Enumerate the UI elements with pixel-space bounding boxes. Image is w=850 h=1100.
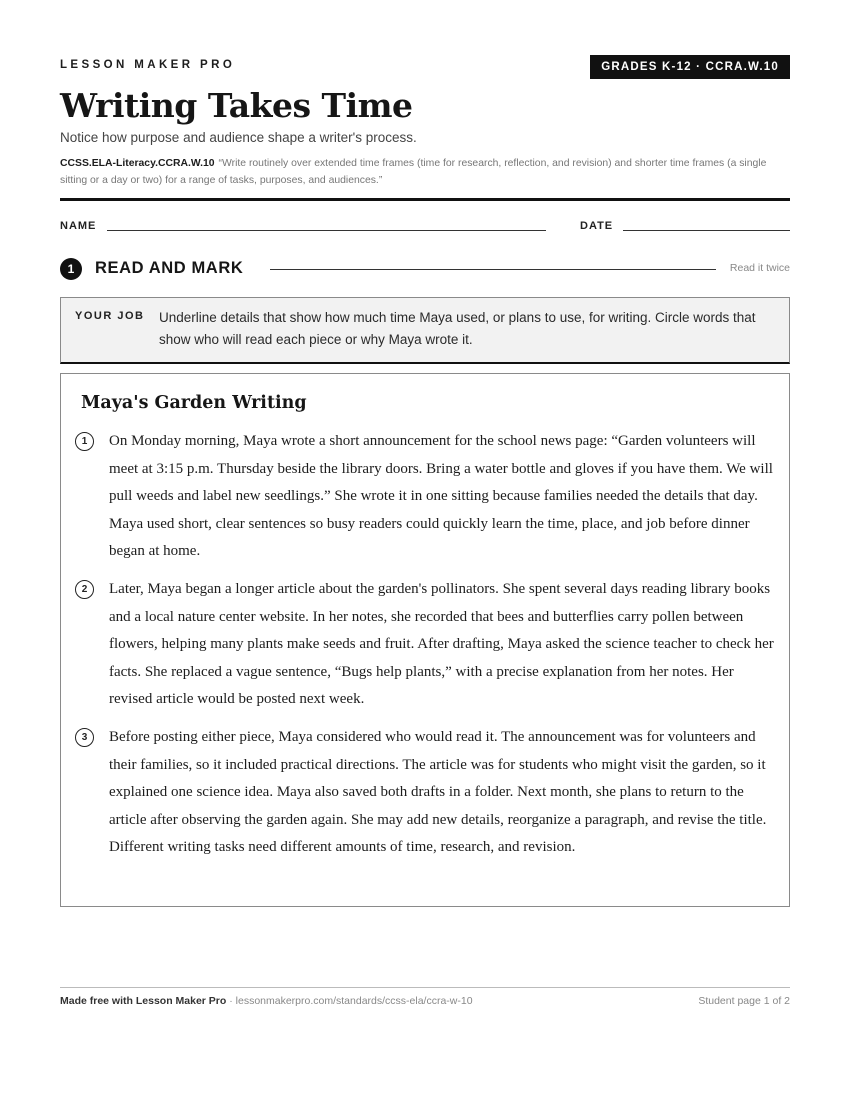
date-write-line[interactable] (623, 230, 790, 231)
paragraph-number-badge: 1 (75, 432, 94, 451)
grade-standard-badge: GRADES K-12 · CCRA.W.10 (590, 55, 790, 79)
footer-made-with: Made free with Lesson Maker Pro (60, 995, 227, 1007)
standard-description (60, 155, 790, 189)
step-number-badge: 1 (60, 258, 82, 280)
section-divider (270, 269, 716, 270)
brand-name: LESSON MAKER PRO (60, 59, 236, 71)
your-job-label: YOUR JOB (75, 310, 145, 322)
reading-passage (60, 373, 790, 907)
name-date-row (60, 220, 790, 236)
section-title: READ AND MARK (95, 259, 244, 277)
paragraph-text: On Monday morning, Maya wrote a short announcement for the school news page: “Garden volunteers will meet at 3:15 p.m. Thursday beside the library doors. Bring a water bottle and gloves if you have them. We will pull weeds and label new seedlings.” She wrote it in one sitting because families needed the details that day. Maya used short, clear sentences so busy readers could quickly learn the time, place, and job before dinner began at home. (109, 433, 773, 560)
top-bar (60, 55, 790, 79)
paragraph-number-badge: 3 (75, 728, 94, 747)
date-label: DATE (580, 220, 614, 232)
name-write-line[interactable] (107, 230, 546, 231)
passage-title: Maya's Garden Writing (81, 393, 307, 413)
footer-divider (60, 987, 790, 988)
standard-code: CCSS.ELA-Literacy.CCRA.W.10 (60, 158, 215, 169)
footer-page-number: Student page 1 of 2 (698, 995, 790, 1007)
standard-quote: “Write routinely over extended time frames (time for research, reflection, and revision) and shorter time frames (a single sitting or a day or two) for a range of tasks, purposes, and audiences.” (60, 158, 767, 186)
paragraph-text: Later, Maya began a longer article about the garden's pollinators. She spent several days reading library books and a local nature center website. In her notes, she recorded that bees and butterflies carry pollen between flowers, helping many plants make seeds and fruit. After drafting, Maya asked the science teacher to check her facts. She replaced a vague sentence, “Bugs help plants,” with a precise explanation from her notes. Her revised article would be posted next week. (109, 581, 774, 708)
section-note: Read it twice (729, 262, 790, 274)
paragraph-text: Before posting either piece, Maya considered who would read it. The announcement was for volunteers and their families, so it included practical directions. The article was for students who might visit the garden, so it explained one science idea. Maya also saved both drafts in a folder. Next month, she plans to return to the article after observing the garden again. She may add new details, reorganize a paragraph, and revise the title. Different writing tasks need different amounts of time, research, and revision. (109, 729, 767, 856)
your-job-box (60, 297, 790, 364)
header-divider (60, 198, 790, 201)
name-label: NAME (60, 220, 97, 232)
your-job-instructions: Underline details that show how much time Maya used, or plans to use, for writing. Circle words that show who will read each piece or why Maya wrote it. (159, 310, 756, 347)
page-subtitle: Notice how purpose and audience shape a writer's process. (60, 130, 417, 145)
footer-url[interactable]: · lessonmakerpro.com/standards/ccss-ela/ccra-w-10 (229, 995, 473, 1007)
section-header (60, 258, 790, 280)
page-title: Writing Takes Time (60, 86, 413, 125)
paragraph-number-badge: 2 (75, 580, 94, 599)
footer-credit (60, 995, 473, 1007)
